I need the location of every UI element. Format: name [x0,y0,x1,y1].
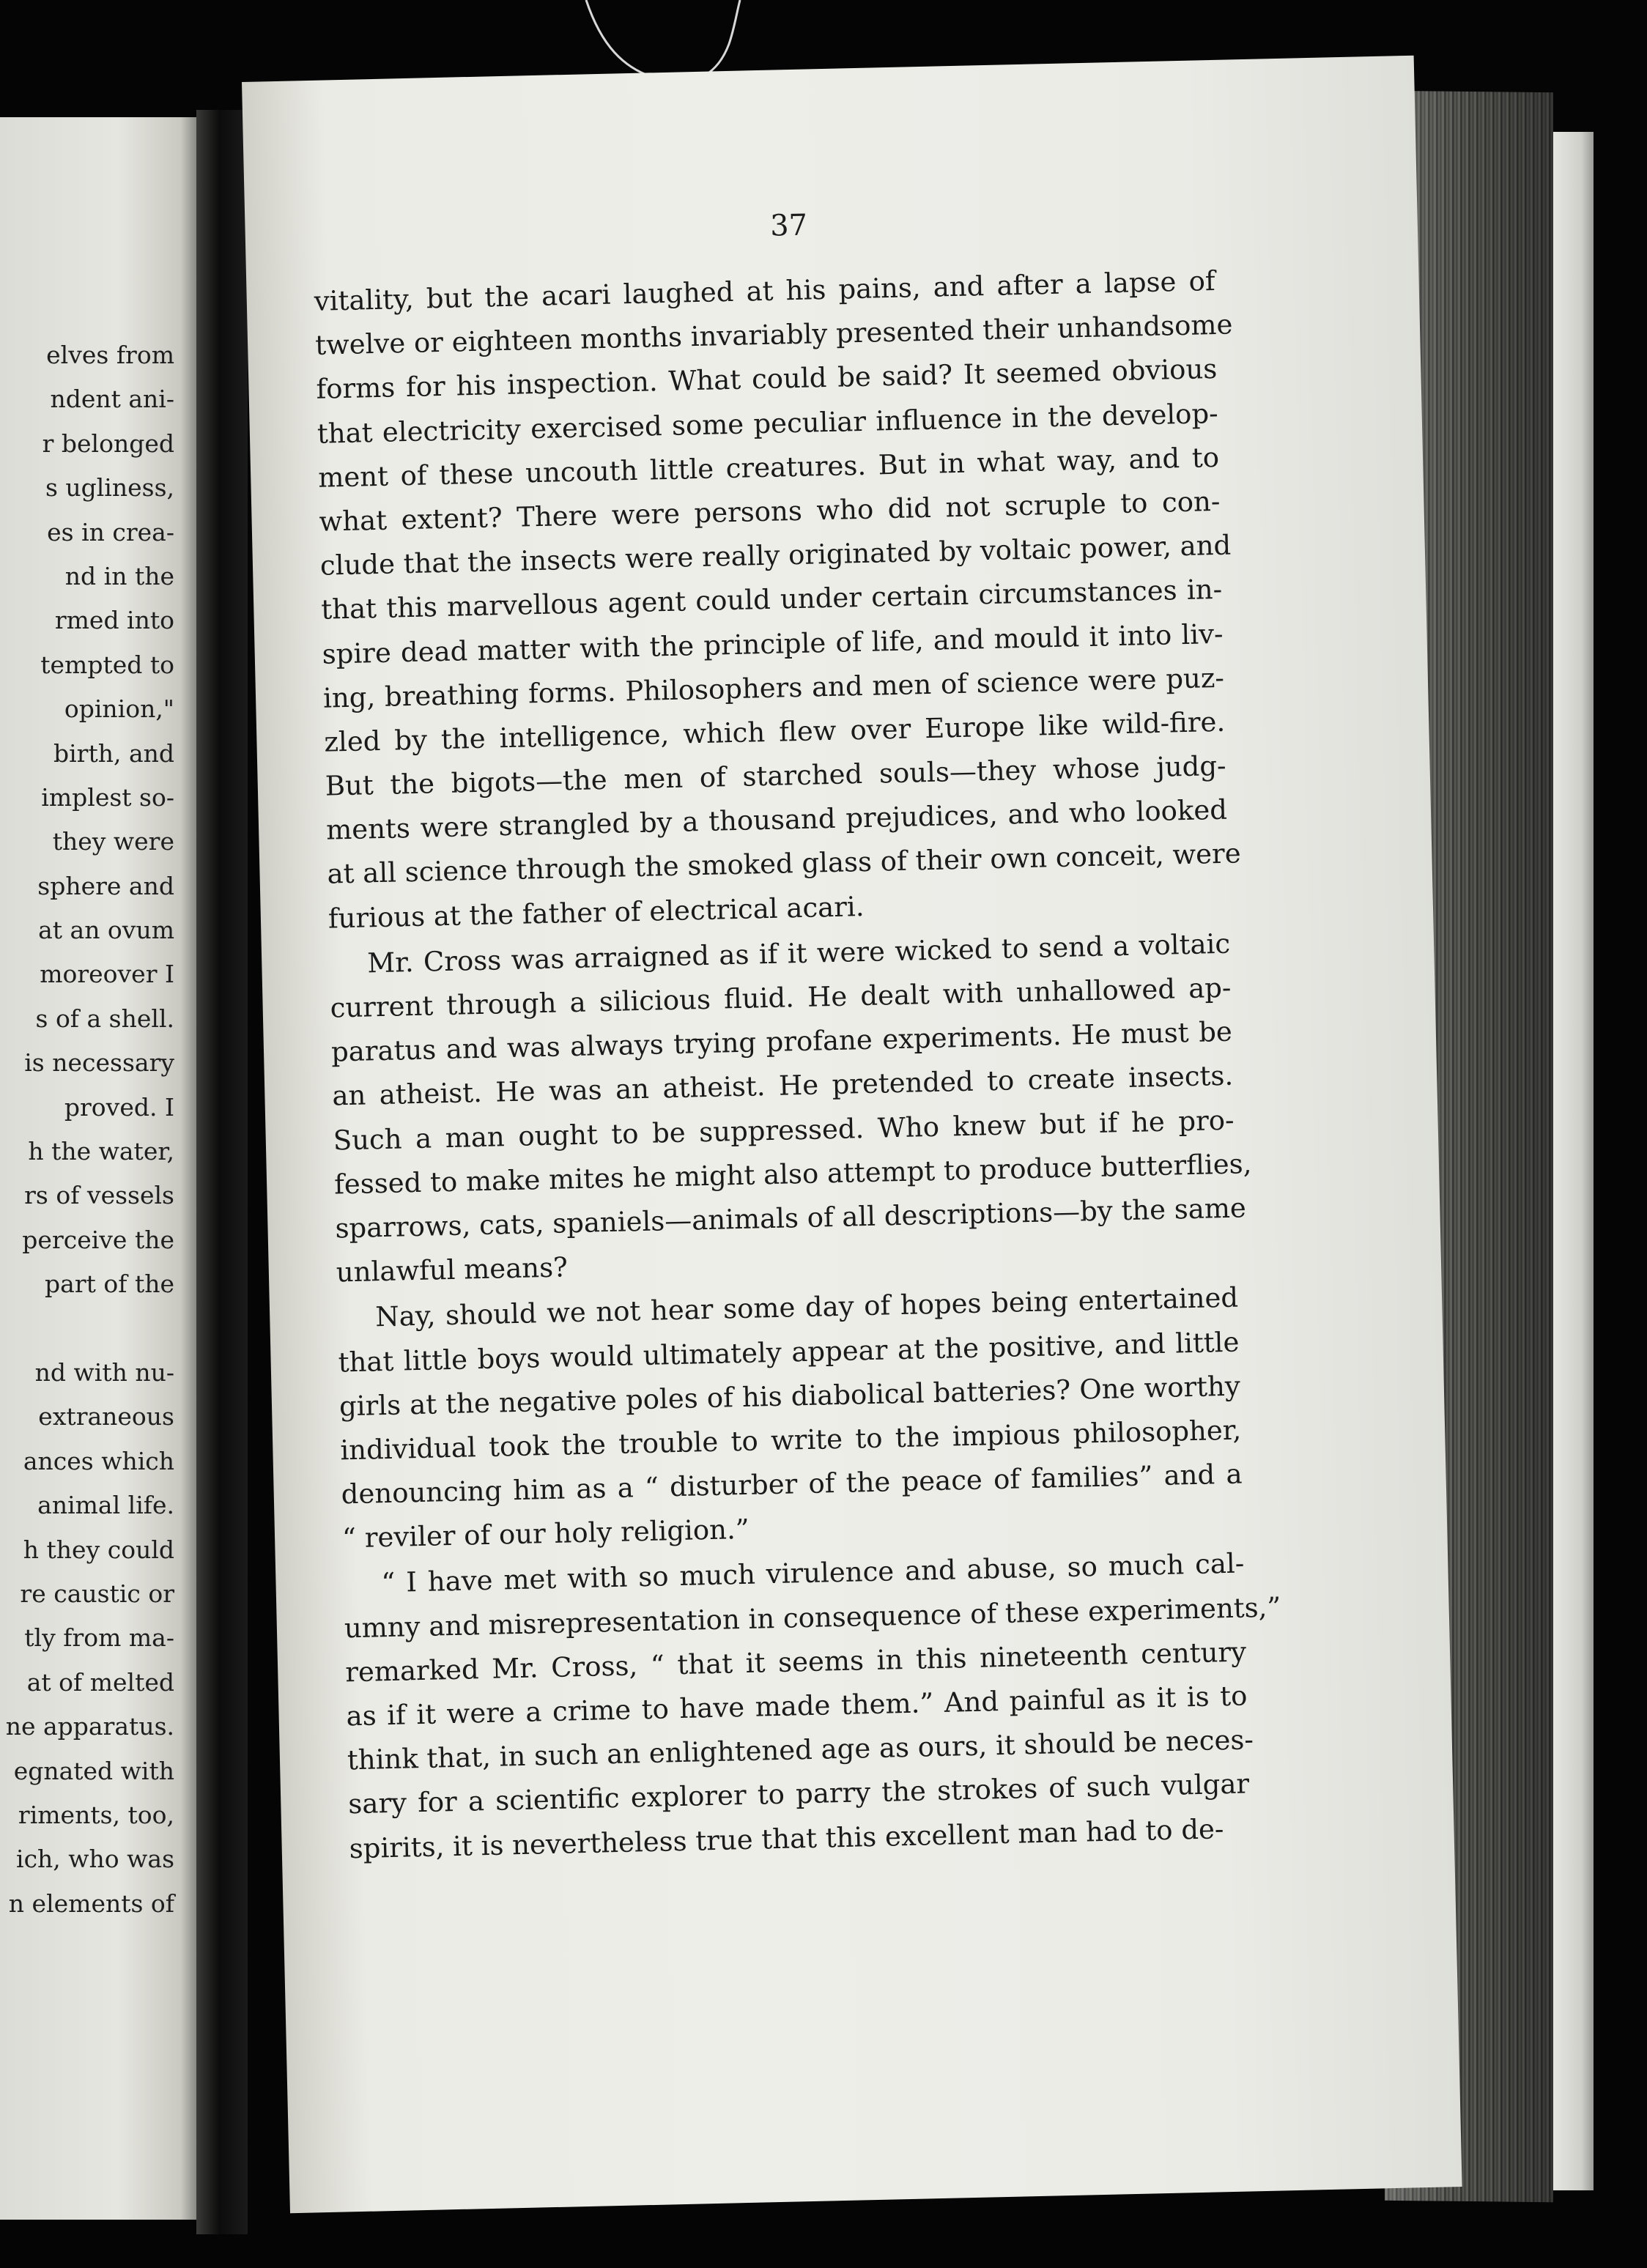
text-line: unlawful means? [336,1251,569,1289]
text-line: ment of these uncouth little creatures. But in what way, and to [317,441,1220,494]
text-line: vitality, but the acari laughed at his pains, and after a lapse of [314,264,1215,317]
left-page-line: they were [52,827,174,856]
left-page-line: opinion," [64,694,174,724]
paragraph [343,1542,1281,1871]
left-page-line: h the water, [28,1137,174,1166]
left-page-line: tly from ma- [24,1623,174,1653]
left-page-line: at of melted [26,1667,174,1697]
text-line: remarked Mr. Cross, “ that it seems in this nineteenth century [344,1636,1247,1689]
text-line: an atheist. He was an atheist. He pretended to create insects. [331,1060,1234,1112]
text-line: “ reviler of our holy religion.” [341,1513,750,1554]
left-page-text [6,333,174,1926]
left-page-line: ndent ani- [50,385,174,414]
left-page-line: rmed into [54,606,174,635]
left-page-line: is necessary [24,1048,174,1078]
text-line: zled by the intelligence, which flew over Europe like wild-fire. [323,705,1226,758]
left-page-line: sphere and [37,871,174,900]
text-line: Mr. Cross was arraigned as if it were wicked to send a voltaic [366,927,1231,979]
text-line: sparrows, cats, spaniels—animals of all descriptions—by the same [335,1192,1247,1245]
left-page-line: ances which [23,1446,174,1475]
page-body [314,259,1281,1871]
text-line: Such a man ought to be suppressed. Who knew but if he pro- [333,1104,1235,1157]
paragraph [337,1276,1244,1561]
back-cover [1553,132,1594,2190]
paragraph [329,922,1252,1295]
left-page-line: n elements of [8,1889,174,1918]
left-page-line: proved. I [64,1092,174,1122]
paragraph [314,259,1242,941]
text-line: But the bigots—the men of starched souls—they whose judg- [325,749,1227,802]
left-page-line: birth, and [53,738,174,768]
text-line: spire dead matter with the principle of life, and mould it into liv- [322,618,1224,670]
left-page-line: s of a shell. [35,1004,174,1033]
text-line: that little boys would ultimately appear at the positive, and little [338,1326,1240,1378]
left-page-line: tempted to [40,650,174,679]
text-line: ments were strangled by a thousand prejudices, and who looked [325,793,1228,846]
text-line: ing, breathing forms. Philosophers and men of science were puz- [322,662,1225,714]
left-page-line: extraneous [38,1402,174,1431]
text-line: “ I have met with so much virulence and abuse, so much cal- [381,1547,1245,1599]
text-line: paratus and was always trying profane experiments. He must be [330,1015,1233,1068]
left-page-line: nd with nu- [34,1357,174,1387]
left-page-line: animal life. [37,1491,174,1520]
left-page-line: h they could [23,1535,174,1564]
left-page-line: nd in the [64,561,174,590]
left-page [0,117,196,2220]
left-page-line: s ugliness, [45,473,174,503]
text-line: at all science through the smoked glass of their own conceit, were [327,837,1242,891]
left-page-line: implest so- [41,782,174,812]
left-page-line: r belonged [42,429,174,458]
text-line: forms for his inspection. What could be said? It seemed obvious [316,353,1218,406]
text-line: that this marvellous agent could under certain circumstances in- [320,574,1223,626]
right-page [242,56,1462,2214]
left-page-line: part of the [45,1270,174,1299]
left-page-line: at an ovum [38,916,174,945]
left-page-line: riments, too, [18,1800,174,1829]
text-line: denouncing him as a “ disturber of the peace of families” and a [341,1458,1243,1511]
text-line: umny and misrepresentation in consequence of these experiments,” [344,1590,1281,1644]
left-page-line: es in crea- [47,517,174,546]
left-page-line [6,1307,174,1351]
left-page-line: egnated with [13,1756,174,1785]
left-page-line: perceive the [22,1225,174,1254]
text-line: individual took the trouble to write to the impious philosopher, [339,1414,1242,1467]
text-line: think that, in such an enlightened age as ours, it should be neces- [347,1724,1254,1776]
left-page-line: elves from [46,341,174,369]
text-line: furious at the father of electrical acari. [327,890,865,935]
left-page-line: ne apparatus. [5,1712,174,1741]
text-line: girls at the negative poles of his diabolical batteries? One worthy [338,1370,1241,1423]
text-line: that electricity exercised some peculiar influence in the develop- [317,397,1219,450]
page-number: 37 [769,208,808,243]
text-line: as if it were a crime to have made them.” And painful as it is to [346,1680,1248,1732]
book-gutter [196,110,248,2234]
left-page-line: ich, who was [16,1845,174,1874]
text-line: twelve or eighteen months invariably presented their unhandsome [314,308,1233,362]
text-line: clude that the insects were really originated by voltaic power, and [319,529,1232,582]
left-page-line: rs of vessels [24,1181,174,1210]
text-line: sary for a scientific explorer to parry the strokes of such vulgar [347,1768,1250,1820]
text-line: Nay, should we not hear some day of hopes being entertained [374,1281,1239,1333]
text-line: fessed to make mites he might also attempt to produce butterflies, [333,1147,1252,1201]
text-line: current through a silicious fluid. He dealt with unhallowed ap- [330,971,1232,1024]
left-page-line: moreover I [40,960,174,989]
text-line: what extent? There were persons who did not scruple to con- [319,485,1221,538]
left-page-line: re caustic or [20,1579,174,1608]
ink-speck [598,2208,601,2211]
text-line: spirits, it is nevertheless true that this excellent man had to de- [349,1812,1224,1864]
